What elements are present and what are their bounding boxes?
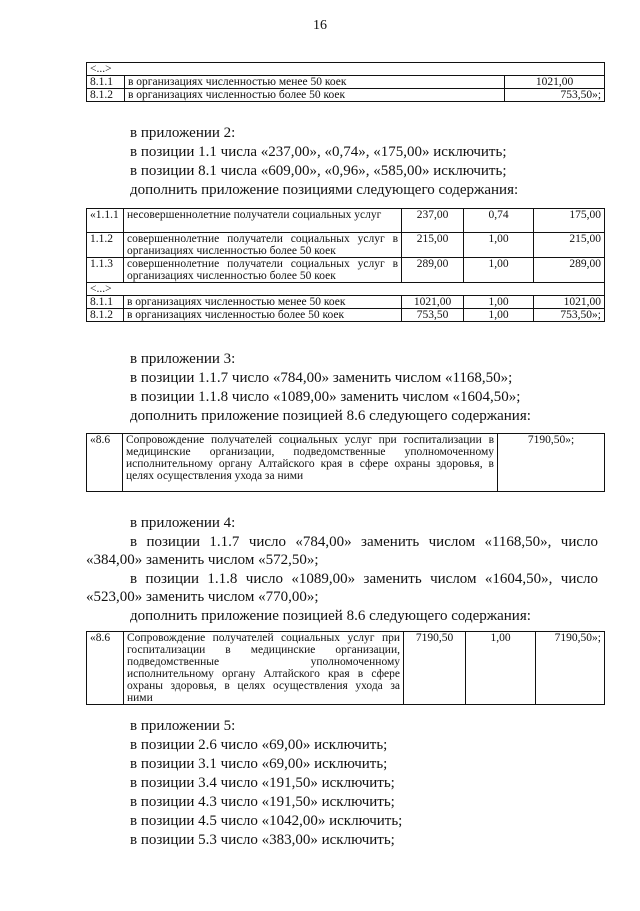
position-cell: «8.6 — [87, 434, 123, 492]
appendix-5-line: в позиции 3.4 число «191,50» исключить; — [130, 775, 395, 791]
table-row — [87, 309, 605, 322]
name-cell: в организациях численностью более 50 коек — [125, 89, 505, 102]
value-cell: 1,00 — [464, 309, 534, 322]
value-cell: 0,74 — [464, 209, 534, 233]
position-cell: 8.1.1 — [87, 296, 124, 309]
value-cell: 1,00 — [464, 296, 534, 309]
appendix-2-heading: в приложении 2: — [130, 125, 236, 141]
value-cell: 753,50 — [402, 309, 464, 322]
name-cell: в организациях численностью менее 50 коек — [124, 296, 402, 309]
table-appendix-2 — [86, 208, 605, 322]
table-row — [87, 258, 605, 283]
appendix-3-heading: в приложении 3: — [130, 351, 236, 367]
table-appendix-4 — [86, 631, 605, 705]
position-cell: 1.1.2 — [87, 233, 124, 258]
value-cell: 215,00 — [402, 233, 464, 258]
table-ellipsis: <...> — [87, 63, 605, 76]
position-cell: 8.1.1 — [87, 76, 125, 89]
value-cell: 1,00 — [466, 632, 536, 705]
appendix-4-line-3: дополнить приложение позицией 8.6 следующего содержания: — [130, 608, 531, 624]
table-row — [87, 63, 605, 76]
appendix-3-line-2: в позиции 1.1.8 число «1089,00» заменить числом «1604,50»; — [130, 389, 521, 405]
appendix-5-heading: в приложении 5: — [130, 718, 236, 734]
appendix-2-line-2: в позиции 8.1 числа «609,00», «0,96», «585,00» исключить; — [130, 163, 507, 179]
name-cell: в организациях численностью менее 50 коек — [125, 76, 505, 89]
appendix-3-line-1: в позиции 1.1.7 число «784,00» заменить числом «1168,50»; — [130, 370, 513, 386]
value-cell: 753,50»; — [534, 309, 605, 322]
page-number: 16 — [313, 18, 327, 33]
name-cell: Сопровождение получателей социальных услуг при госпитализации в медицинские организации, подведомственные уполномоченному исполнительному органу Алтайского края в сфере охраны здоровья, в целях осуществления ухода за ними — [123, 434, 498, 492]
appendix-4-heading: в приложении 4: — [130, 515, 236, 531]
value-cell: 289,00 — [534, 258, 605, 283]
value-cell: 237,00 — [402, 209, 464, 233]
value-cell: 289,00 — [402, 258, 464, 283]
appendix-5-line: в позиции 4.3 число «191,50» исключить; — [130, 794, 395, 810]
name-cell: несовершеннолетние получатели социальных услуг — [124, 209, 402, 233]
appendix-5-line: в позиции 2.6 число «69,00» исключить; — [130, 737, 388, 753]
table-row — [87, 76, 605, 89]
name-cell: совершеннолетние получатели социальных услуг в организациях численностью более 50 коек — [124, 233, 402, 258]
value-cell: 7190,50 — [404, 632, 466, 705]
appendix-4-line-2: в позиции 1.1.8 число «1089,00» заменить числом «1604,50», число — [130, 571, 598, 587]
position-cell: 8.1.2 — [87, 89, 125, 102]
table-row — [87, 434, 605, 492]
name-cell: в организациях численностью более 50 коек — [124, 309, 402, 322]
value-cell: 7190,50»; — [498, 434, 605, 492]
appendix-5-line: в позиции 3.1 число «69,00» исключить; — [130, 756, 388, 772]
position-cell: «1.1.1 — [87, 209, 124, 233]
value-cell: 1021,00 — [402, 296, 464, 309]
value-cell: 1021,00 — [534, 296, 605, 309]
position-cell: «8.6 — [87, 632, 124, 705]
value-cell: 7190,50»; — [536, 632, 605, 705]
table-positions-8-1 — [86, 62, 605, 102]
name-cell: совершеннолетние получатели социальных услуг в организациях численностью более 50 коек — [124, 258, 402, 283]
position-cell: 1.1.3 — [87, 258, 124, 283]
table-row — [87, 89, 605, 102]
value-cell: 1021,00 — [505, 76, 605, 89]
table-row — [87, 283, 605, 296]
value-cell: 215,00 — [534, 233, 605, 258]
position-cell: 8.1.2 — [87, 309, 124, 322]
appendix-5-line: в позиции 5.3 число «383,00» исключить; — [130, 832, 395, 848]
value-cell: 753,50»; — [505, 89, 605, 102]
value-cell: 175,00 — [534, 209, 605, 233]
table-row — [87, 632, 605, 705]
appendix-4-line-2-cont: «523,00» заменить числом «770,00»; — [86, 589, 319, 605]
table-row — [87, 209, 605, 233]
appendix-2-line-1: в позиции 1.1 числа «237,00», «0,74», «175,00» исключить; — [130, 144, 507, 160]
appendix-4-line-1: в позиции 1.1.7 число «784,00» заменить числом «1168,50», число — [130, 534, 598, 550]
appendix-5-line: в позиции 4.5 число «1042,00» исключить; — [130, 813, 403, 829]
name-cell: Сопровождение получателей социальных услуг при госпитализации в медицинские организации, подведомственные уполномоченному исполнительному органу Алтайского края в сфере охраны здоровья, в целях осуществления ухода за ними — [124, 632, 404, 705]
value-cell: 1,00 — [464, 258, 534, 283]
appendix-3-line-3: дополнить приложение позицией 8.6 следующего содержания: — [130, 408, 531, 424]
table-row — [87, 233, 605, 258]
table-row — [87, 296, 605, 309]
table-ellipsis: <...> — [87, 283, 605, 296]
appendix-4-line-1-cont: «384,00» заменить числом «572,50»; — [86, 552, 319, 568]
value-cell: 1,00 — [464, 233, 534, 258]
table-appendix-3 — [86, 433, 605, 492]
appendix-2-line-3: дополнить приложение позициями следующего содержания: — [130, 182, 519, 198]
